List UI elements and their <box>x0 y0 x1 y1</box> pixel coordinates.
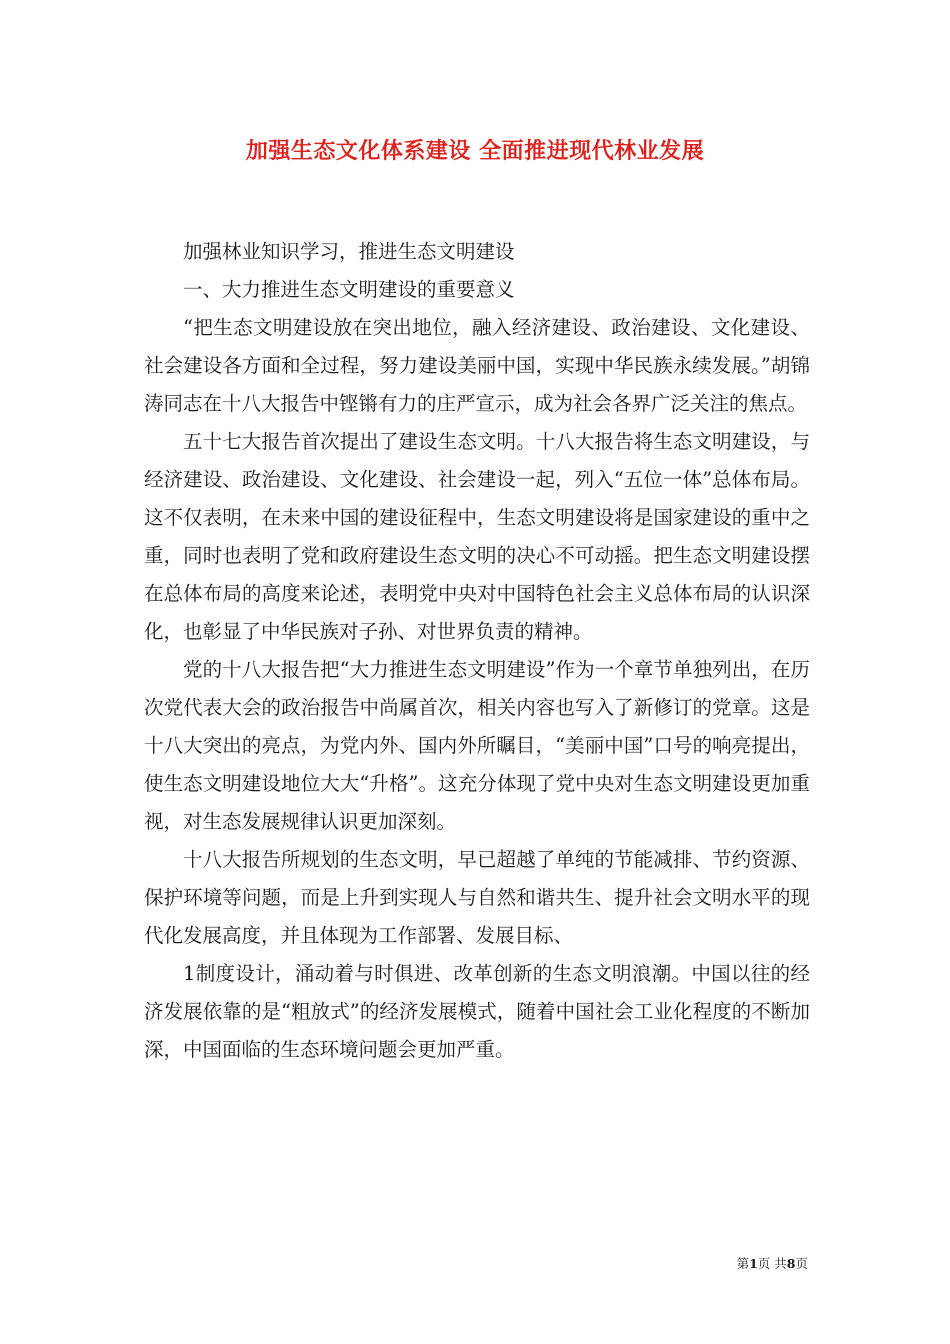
current-page-number: 1 <box>749 1256 758 1271</box>
document-title: 加强生态文化体系建设 全面推进现代林业发展 <box>245 138 705 164</box>
document-body <box>144 233 810 1069</box>
footer-prefix: 第 <box>736 1256 750 1271</box>
paragraph: “把生态文明建设放在突出地位，融入经济建设、政治建设、文化建设、社会建设各方面和全过程，努力建设美丽中国，实现中华民族永续发展。”胡锦涛同志在十八大报告中铿锵有力的庄严宣示，成为社会各界广泛关注的焦点。 <box>144 316 810 415</box>
paragraph-section-heading: 一、大力推进生态文明建设的重要意义 <box>183 278 515 301</box>
paragraph: 1制度设计，涌动着与时俱进、改革创新的生态文明浪潮。中国以往的经济发展依靠的是“粗放式”的经济发展模式，随着中国社会工业化程度的不断加深，中国面临的生态环境问题会更加严重。 <box>144 962 810 1061</box>
total-page-count: 8 <box>786 1256 796 1271</box>
paragraph: 五十七大报告首次提出了建设生态文明。十八大报告将生态文明建设，与经济建设、政治建设、文化建设、社会建设一起，列入“五位一体”总体布局。这不仅表明，在未来中国的建设征程中，生态文明建设将是国家建设的重中之重，同时也表明了党和政府建设生态文明的决心不可动摇。把生态文明建设摆在总体布局的高度来论述，表明党中央对中国特色社会主义总体布局的认识深化，也彰显了中华民族对子孙、对世界负责的精神。 <box>144 430 810 643</box>
paragraph: 党的十八大报告把“大力推进生态文明建设”作为一个章节单独列出，在历次党代表大会的政治报告中尚属首次，相关内容也写入了新修订的党章。这是十八大突出的亮点，为党内外、国内外所瞩目，“美丽中国”口号的响亮提出，使生态文明建设地位大大“升格”。这充分体现了党中央对生态文明建设更加重视，对生态发展规律认识更加深刻。 <box>144 658 810 833</box>
paragraph-subtitle: 加强林业知识学习，推进生态文明建设 <box>183 240 515 263</box>
footer-suffix: 页 <box>795 1256 808 1271</box>
paragraph: 十八大报告所规划的生态文明，早已超越了单纯的节能减排、节约资源、保护环境等问题，而是上升到实现人与自然和谐共生、提升社会文明水平的现代化发展高度，并且体现为工作部署、发展目标、 <box>144 848 810 947</box>
footer-middle: 页 共 <box>757 1256 787 1271</box>
page-number-footer <box>0 1254 808 1272</box>
